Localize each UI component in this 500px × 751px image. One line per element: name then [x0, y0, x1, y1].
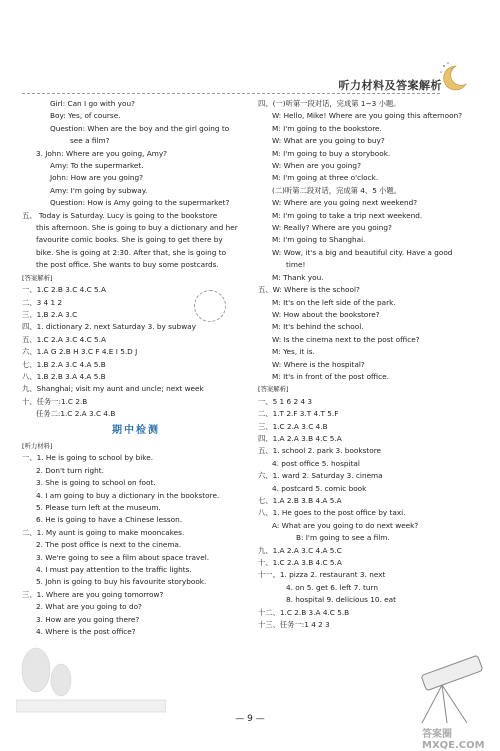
section-tag: [听力材料]: [22, 441, 53, 450]
text-line: 五、1.C 2.A 3.C 4.C 5.A: [22, 334, 106, 344]
text-line: 五、W: Where is the school?: [258, 285, 360, 295]
text-line: 3. How are you going there?: [36, 614, 140, 624]
text-line: 任务二:1.C 2.A 3.C 4.B: [36, 409, 116, 419]
text-line: W: Wow, it's a big and beautiful city. Have a good: [272, 247, 453, 257]
text-line: 八、1.B 2.B 3.A 4.A 5.B: [22, 371, 106, 381]
text-line: Amy: To the supermarket.: [50, 161, 144, 171]
section-tag: [答案解析]: [258, 385, 289, 394]
text-line: 三、1.C 2.A 3.C 4.B: [258, 421, 328, 431]
text-line: W: When are you going?: [272, 161, 361, 171]
text-line: 十、1.C 2.A 3.B 4.C 5.A: [258, 558, 342, 568]
text-line: 六、1.A G 2.B H 3.C F 4.E I 5.D J: [22, 347, 138, 357]
text-line: W: Really? Where are you going?: [272, 223, 392, 233]
text-line: 六、1. ward 2. Saturday 3. cinema: [258, 471, 383, 481]
text-line: M: It's in front of the post office.: [272, 371, 389, 381]
text-line: bike. She is going at 2:30. After that, she is going to: [36, 247, 227, 257]
text-line: M: Thank you.: [272, 272, 324, 282]
text-line: 十、任务一:1.C 2.B: [22, 396, 88, 406]
text-line: 2. What are you going to do?: [36, 602, 142, 612]
text-line: Amy: I'm going by subway.: [50, 185, 148, 195]
text-line: John: How are you going?: [50, 173, 143, 183]
text-line: M: It's on the left side of the park.: [272, 297, 396, 307]
text-line: see a film?: [70, 136, 110, 146]
header-divider: [22, 93, 440, 94]
text-line: 5. John is going to buy his favourite storybook.: [36, 577, 207, 587]
text-line: 二、1.T 2.F 3.T 4.T 5.F: [258, 409, 339, 419]
text-line: 五、1. school 2. park 3. bookstore: [258, 446, 382, 456]
text-line: 4. Where is the post office?: [36, 627, 136, 637]
text-line: Question: How is Amy going to the supermarket?: [50, 198, 230, 208]
midterm-section-title: 期中检测: [112, 424, 160, 436]
text-line: favourite comic books. She is going to get there by: [36, 235, 223, 245]
text-line: 七、1.B 2.A 3.C 4.A 5.B: [22, 359, 106, 369]
text-line: M: Yes, it is.: [272, 347, 315, 357]
text-line: the post office. She wants to buy some postcards.: [36, 260, 219, 270]
text-line: 二、3 4 1 2: [22, 297, 63, 307]
page-header-title: 听力材料及答案解析: [338, 79, 442, 92]
text-line: 三、1. Where are you going tomorrow?: [22, 589, 164, 599]
text-line: W: How about the bookstore?: [272, 309, 380, 319]
text-line: 四、1.A 2.A 3.B 4.C 5.A: [258, 433, 342, 443]
text-line: 8. hospital 9. delicious 10. eat: [286, 595, 396, 605]
text-line: 十一、1. pizza 2. restaurant 3. next: [258, 570, 386, 580]
text-line: 4. I am going to buy a dictionary in the bookstore.: [36, 490, 220, 500]
text-line: A: What are you going to do next week?: [272, 520, 419, 530]
text-line: (二)听第二段对话，完成第 4、5 小题。: [272, 185, 402, 195]
text-line: Boy: Yes, of course.: [50, 111, 121, 121]
text-line: 2. Don't turn right.: [36, 465, 104, 475]
text-line: 十二、1.C 2.B 3.A 4.C 5.B: [258, 607, 350, 617]
text-line: 5. Please turn left at the museum.: [36, 503, 161, 512]
text-line: 三、1.B 2.A 3.C: [22, 309, 78, 319]
text-line: 二、1. My aunt is going to make mooncakes.: [22, 527, 185, 537]
moon-stars-icon: [436, 60, 470, 94]
text-line: 4. post office 5. hospital: [272, 458, 360, 468]
text-line: Girl: Can I go with you?: [50, 99, 135, 108]
text-line: 一、5 1 6 2 4 3: [258, 396, 313, 406]
decorative-tree-illustration: [16, 640, 166, 720]
page-number: — 9 —: [235, 714, 265, 724]
text-line: W: Is the cinema next to the post office?: [272, 334, 420, 344]
text-line: M: It's behind the school.: [272, 322, 364, 332]
text-line: 七、1.A 2.B 3.B 4.A 5.A: [258, 496, 342, 505]
text-line: 4. I must pay attention to the traffic lights.: [36, 565, 192, 575]
text-line: 四、1. dictionary 2. next Saturday 3. by subway: [22, 322, 196, 332]
text-line: 五、 Today is Saturday. Lucy is going to the bookstore: [22, 210, 218, 220]
text-line: Question: When are the boy and the girl going to: [50, 123, 230, 133]
text-line: 一、1.C 2.B 3.C 4.C 5.A: [22, 285, 106, 295]
seal-stamp: [194, 290, 226, 322]
text-line: W: Where are you going next weekend?: [272, 198, 418, 208]
right-column: [258, 98, 483, 631]
text-line: 3. John: Where are you going, Amy?: [36, 148, 168, 158]
text-line: W: Where is the hospital?: [272, 359, 365, 369]
text-line: 九、Shanghai; visit my aunt and uncle; next week: [22, 384, 204, 394]
text-line: 4. postcard 5. comic book: [272, 483, 367, 493]
text-line: time!: [286, 260, 306, 270]
text-line: this afternoon. She is going to buy a dictionary and her: [36, 223, 238, 233]
text-line: M: I'm going to take a trip next weekend.: [272, 210, 423, 220]
text-line: W: Hello, Mike! Where are you going this afternoon?: [272, 111, 463, 121]
text-line: M: I'm going at three o'clock.: [272, 173, 379, 183]
left-column: [22, 98, 250, 638]
text-line: M: I'm going to buy a storybook.: [272, 148, 391, 158]
text-line: M: I'm going to the bookstore.: [272, 123, 382, 133]
text-line: 6. He is going to have a Chinese lesson.: [36, 515, 183, 525]
text-line: 3. We're going to see a film about space travel.: [36, 552, 210, 562]
section-tag: [答案解析]: [22, 273, 53, 282]
text-line: B: I'm going to see a film.: [296, 533, 390, 543]
text-line: 四、(一)听第一段对话，完成第 1~3 小题。: [258, 99, 401, 108]
text-line: W: What are you going to buy?: [272, 136, 385, 146]
text-line: 4. on 5. get 6. left 7. turn: [286, 582, 378, 592]
text-line: M: I'm going to Shanghai.: [272, 235, 366, 245]
text-line: 十三、任务一:1 4 2 3: [258, 620, 330, 630]
text-line: 3. She is going to school on foot.: [36, 478, 156, 488]
watermark-logo: 答案圈 MXQE.COM: [422, 729, 485, 751]
text-line: 八、1. He goes to the post office by taxi.: [258, 508, 406, 518]
text-line: 2. The post office is next to the cinema.: [36, 540, 182, 550]
text-line: 九、1.A 2.A 3.C 4.A 5.C: [258, 545, 342, 555]
text-line: 一、1. He is going to school by bike.: [22, 453, 154, 463]
